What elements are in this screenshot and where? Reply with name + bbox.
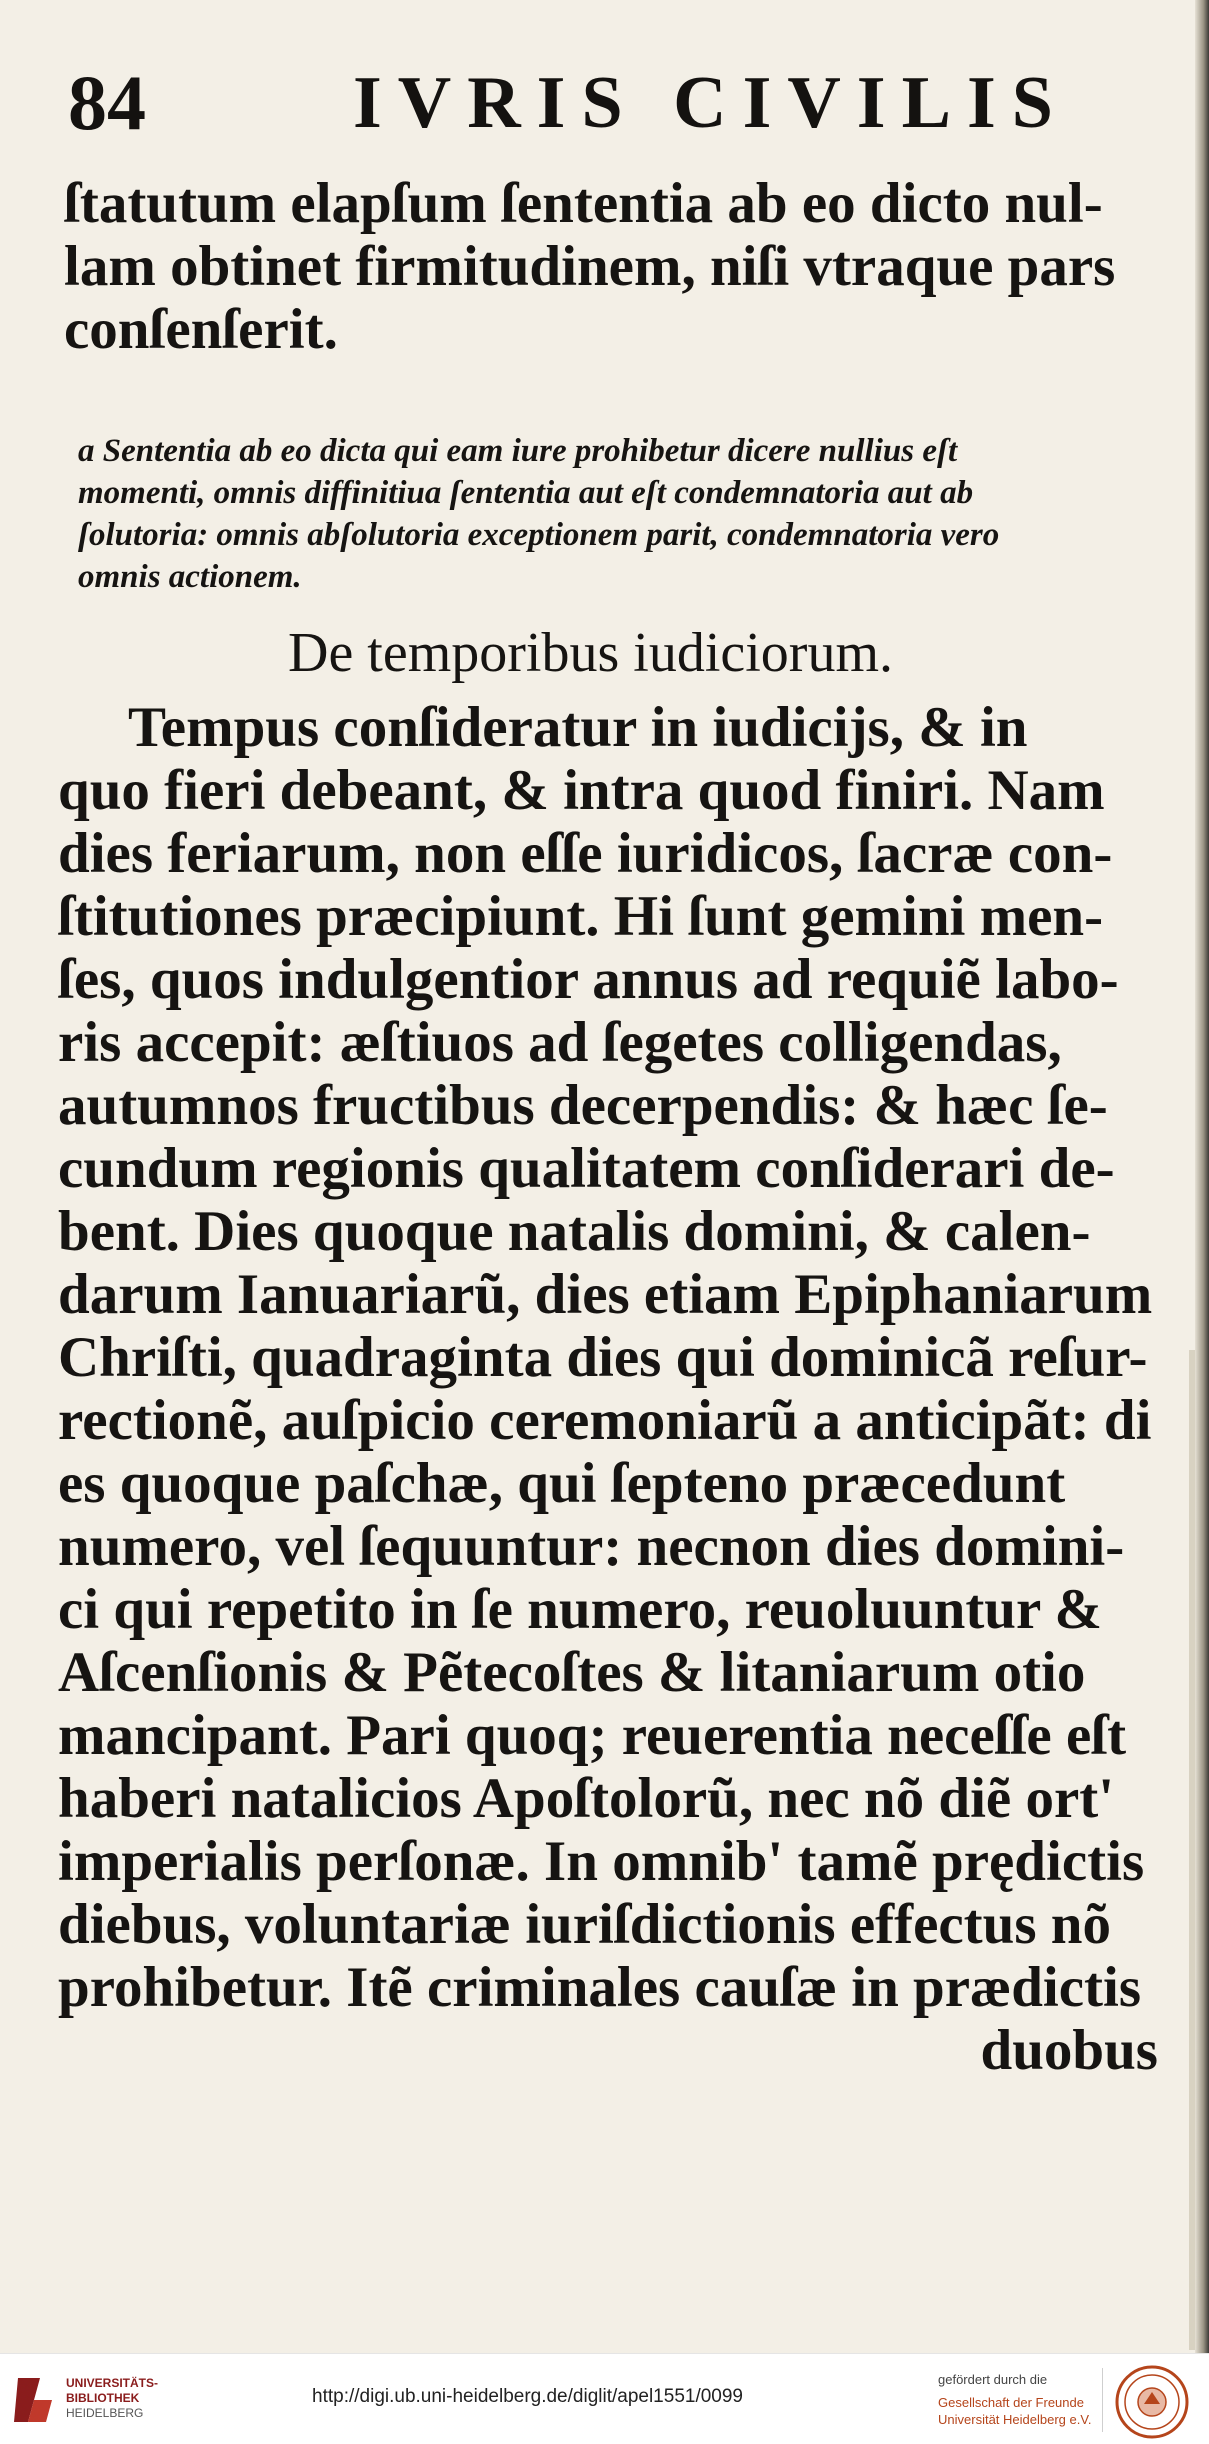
footnote-line: momenti, omnis diffinitiua ſententia aut eſt condemnatoria aut ab bbox=[78, 475, 974, 511]
text-line: haberi natalicios Apoſtolorũ, nec nõ diẽ ort' bbox=[58, 1767, 1115, 1830]
text-line: Chriſti, quadraginta dies qui dominicã reſur- bbox=[58, 1326, 1148, 1389]
footnote-line: a Sententia ab eo dicta qui eam iure prohibetur dicere nullius eſt bbox=[78, 433, 958, 469]
permalink-url[interactable]: http://digi.ub.uni-heidelberg.de/diglit/apel1551/0099 bbox=[312, 2386, 743, 2407]
text-line: imperialis perſonæ. In omnib' tamẽ prędictis bbox=[58, 1830, 1145, 1893]
text-line: ſtatutum elapſum ſententia ab eo dicto nul- bbox=[64, 172, 1103, 235]
funder-name bbox=[938, 2394, 1091, 2428]
library-name-line: BIBLIOTHEK bbox=[66, 2391, 140, 2405]
footer-divider bbox=[1102, 2368, 1103, 2432]
running-title: IVRIS CIVILIS bbox=[353, 62, 1069, 144]
text-line: diebus, voluntariæ iuriſdictionis effectus nõ bbox=[58, 1893, 1111, 1956]
text-line: lam obtinet firmitudinem, niſi vtraque pars bbox=[64, 235, 1116, 298]
section-heading: De temporibus iudiciorum. bbox=[288, 622, 894, 684]
text-line: Tempus conſideratur in iudicijs, & in bbox=[128, 696, 1028, 759]
text-line: bent. Dies quoque natalis domini, & calen- bbox=[58, 1200, 1091, 1263]
text-line: Aſcenſionis & Pẽtecoſtes & litaniarum otio bbox=[58, 1641, 1086, 1704]
text-line: darum Ianuariarũ, dies etiam Epiphaniarum bbox=[58, 1263, 1153, 1326]
text-line: conſenſerit. bbox=[64, 298, 338, 361]
library-name-line: HEIDELBERG bbox=[66, 2406, 144, 2420]
library-name bbox=[66, 2376, 158, 2421]
catchword: duobus bbox=[980, 2019, 1158, 2082]
text-line: dies feriarum, non eſſe iuridicos, ſacræ con- bbox=[58, 822, 1113, 885]
text-line: rectionẽ, auſpicio ceremoniarũ a anticipãt: di bbox=[58, 1389, 1152, 1452]
body-paragraph bbox=[58, 696, 1178, 2082]
text-line: ſtitutiones præcipiunt. Hi ſunt gemini men- bbox=[58, 885, 1104, 948]
university-seal-icon bbox=[1114, 2364, 1190, 2440]
text-line: numero, vel ſequuntur: necnon dies domini- bbox=[58, 1515, 1125, 1578]
page-number: 84 bbox=[68, 59, 146, 146]
page-edge-shadow bbox=[1195, 0, 1209, 2353]
funder-name-line: Universität Heidelberg e.V. bbox=[938, 2412, 1092, 2427]
text-line: es quoque paſchæ, qui ſepteno præcedunt bbox=[58, 1452, 1066, 1515]
footnote-line: ſolutoria: omnis abſolutoria exceptionem parit, condemnatoria vero bbox=[78, 517, 1000, 553]
opening-paragraph bbox=[64, 172, 1184, 361]
footnote-line: omnis actionem. bbox=[78, 559, 302, 595]
text-line: ci qui repetito in ſe numero, reuoluuntur & bbox=[58, 1578, 1103, 1641]
text-line: quo fieri debeant, & intra quod finiri. Nam bbox=[58, 759, 1105, 822]
text-line: prohibetur. Itẽ criminales cauſæ in prædictis bbox=[58, 1956, 1142, 2019]
library-name-line: UNIVERSITÄTS- bbox=[66, 2376, 159, 2390]
marginal-footnote bbox=[78, 430, 1178, 598]
funder-name-line: Gesellschaft der Freunde bbox=[938, 2395, 1084, 2410]
adjacent-page-edge bbox=[1189, 1350, 1195, 2350]
viewer-footer bbox=[0, 2353, 1209, 2444]
text-line: autumnos fructibus decerpendis: & hæc ſe- bbox=[58, 1074, 1108, 1137]
page-header bbox=[68, 58, 1178, 148]
library-logo-icon bbox=[12, 2372, 56, 2428]
text-line: cundum regionis qualitatem conſiderari de- bbox=[58, 1137, 1115, 1200]
text-line: ris accepit: æſtiuos ad ſegetes colligendas, bbox=[58, 1011, 1062, 1074]
text-line: mancipant. Pari quoq; reuerentia neceſſe eſt bbox=[58, 1704, 1127, 1767]
text-line: ſes, quos indulgentior annus ad requiẽ labo- bbox=[58, 948, 1119, 1011]
funding-label: gefördert durch die bbox=[938, 2372, 1048, 2387]
